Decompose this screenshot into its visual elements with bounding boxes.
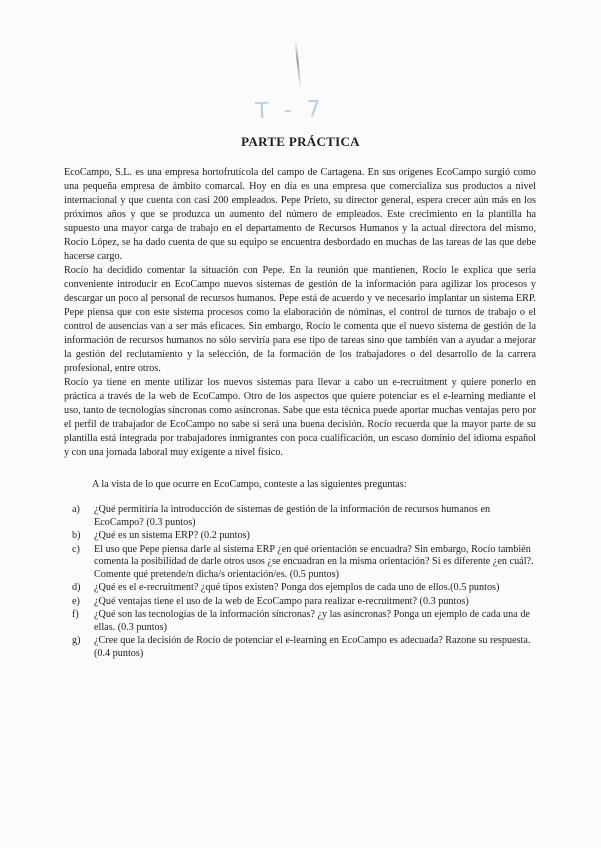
paper-fold-mark <box>294 40 301 90</box>
question-letter: d) <box>72 582 81 593</box>
case-description <box>64 166 536 460</box>
question-text: El uso que Pepe piensa darle al sistema ERP ¿en qué orientación se encuadra? Sin embargo, Rocío también comenta la posibilidad de darle otros usos ¿se encuadran en la misma orientación? Si es diferente ¿en cuál?. Comente qué pretende/n dicha/s orientación/es. (0.5 puntos) <box>94 543 534 580</box>
questions-prompt: A la vista de lo que ocurre en EcoCampo, conteste a las siguientes preguntas: <box>92 479 407 490</box>
questions-list <box>72 504 534 661</box>
handwritten-tag: T - 7 <box>254 96 326 125</box>
question-text: ¿Qué ventajas tiene el uso de la web de EcoCampo para realizar e-recruitment? (0.3 puntos) <box>94 595 469 607</box>
question-letter: g) <box>72 635 81 646</box>
question-item <box>72 504 534 529</box>
question-letter: c) <box>72 543 80 555</box>
question-item <box>72 635 534 660</box>
paragraph-meeting: Rocío ha decidido comentar la situación con Pepe. En la reunión que mantienen, Rocío le explica que sería conveniente introducir en EcoCampo nuevos sistemas de gestión de la información para agilizar los procesos y descargar un poco al personal de recursos humanos. Pepe está de acuerdo y ve necesario implantar un sistema ERP. Pepe piensa que con este sistema procesos como la elaboración de nóminas, el control de turnos de trabajo o el control de ausencias van a ser más eficaces. Sin embargo, Rocío le comenta que el nuevo sistema de gestión de la información de recursos humanos no sólo serviría para ese tipo de tareas sino que también van a ayudar a mejorar la gestión del reclutamiento y la selección, de la formación de los trabajadores o del desarrollo de la carrera profesional, entre otros. <box>64 265 536 374</box>
page-title: PARTE PRÁCTICA <box>241 134 360 149</box>
question-letter: f) <box>72 609 79 620</box>
question-letter: a) <box>72 504 80 515</box>
paragraph-intro: EcoCampo, S.L. es una empresa hortofrutícola del campo de Cartagena. En sus orígenes EcoCampo surgió como una pequeña empresa de ámbito comarcal. Hoy en día es una empresa que comercializa sus productos a nivel internacional y que cuenta con casi 200 empleados. Pepe Prieto, su director general, espera crecer aún más en los próximos años y que se produzca un aumento del número de empleados. Este crecimiento en la plantilla ha supuesto una mayor carga de trabajo en el departamento de Recursos Humanos y la actual directora del mismo, Rocío López, se ha dado cuenta de que su equipo se encuentra desbordado en muchas de las tareas de las que debe hacerse cargo. <box>64 167 536 262</box>
question-text: ¿Cree que la decisión de Rocío de potenciar el e-learning en EcoCampo es adecuada? Razone su respuesta. (0.4 puntos) <box>94 635 531 659</box>
question-letter: b) <box>72 530 81 541</box>
question-letter: e) <box>72 595 80 607</box>
paragraph-e-recruitment: Rocío ya tiene en mente utilizar los nuevos sistemas para llevar a cabo un e-recruitment y quiere ponerlo en práctica a través de la web de EcoCampo. Otro de los aspectos que quiere potenciar es el e-learning mediante el uso, tanto de tecnologías síncronas como asíncronas. Sabe que esta técnica puede aportar muchas ventajas pero por el perfil de trabajador de EcoCampo no sabe si será una buena decisión. Rocío recuerda que la mayor parte de su plantilla está integrada por trabajadores inmigrantes con poca cualificación, un escaso dominio del idioma español y con una jornada laboral muy exigente a nivel físico. <box>64 377 536 458</box>
question-text: ¿Qué es el e-recruitment? ¿qué tipos existen? Ponga dos ejemplos de cada uno de ellos.(0.5 puntos) <box>94 582 500 593</box>
question-item <box>72 582 534 595</box>
question-item <box>72 609 534 634</box>
question-text: ¿Qué son las tecnologías de la información síncronas? ¿y las asíncronas? Ponga un ejemplo de cada una de ellas. (0.3 puntos) <box>94 609 530 633</box>
question-text: ¿Qué permitiría la introducción de sistemas de gestión de la información de recursos humanos en EcoCampo? (0.3 puntos) <box>94 504 491 528</box>
question-item <box>72 596 534 609</box>
question-text: ¿Qué es un sistema ERP? (0.2 puntos) <box>94 530 250 541</box>
question-item <box>72 544 534 582</box>
question-item <box>72 530 534 543</box>
